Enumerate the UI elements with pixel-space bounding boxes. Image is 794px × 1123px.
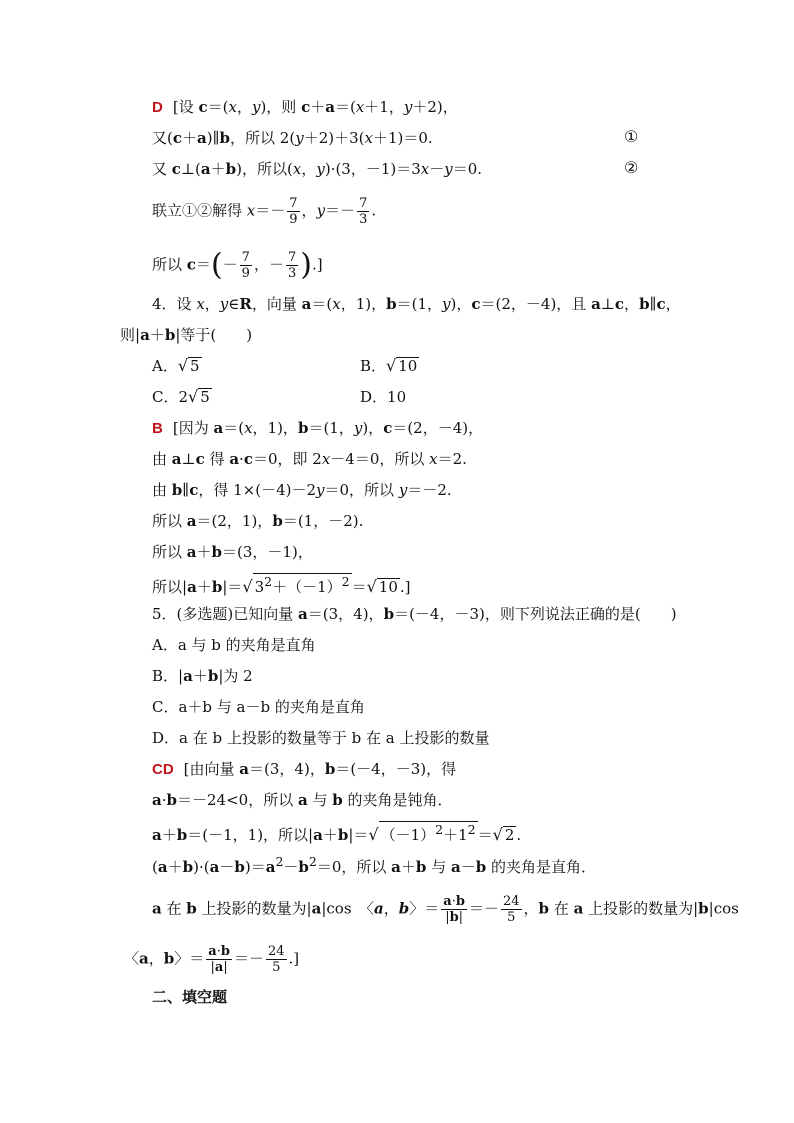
q5-solution-line-5: a 在 b 上投影的数量为|a|cos 〈a，b〉＝ $\frac{a\cdot b}{|b|}$ ＝－ $\frac{24}{5}$ ，b 在 a 上投影的数量为|b|cos: [152, 894, 739, 925]
equation-marker-2: ②: [624, 158, 639, 177]
q5-option-d: D．a 在 b 上投影的数量等于 b 在 a 上投影的数量: [152, 729, 490, 747]
q4-option-c: C．2√ 5: [152, 387, 210, 406]
q3-solution-line-5: 所以 c＝(－ $\frac{7}{9}$ ，－ $\frac{7}{3}$ ).]: [152, 247, 323, 283]
fraction: $\frac{24}{5}$: [267, 944, 285, 975]
q4-option-d: D．10: [360, 388, 407, 406]
fraction: $\frac{7}{3}$: [287, 250, 297, 281]
q5-solution-line-2: a·b＝－24<0，所以 a 与 b 的夹角是钝角．: [152, 791, 453, 809]
q5-option-a: A．a 与 b 的夹角是直角: [152, 636, 316, 654]
q5-solution-line-1: CD [由向量 a＝(3，4)，b＝(－4，－3)，得: [152, 760, 457, 778]
fraction: $\frac{a\cdot b}{|a|}$: [208, 944, 230, 975]
q4-stem-line-2: 则|a＋b|等于( ): [120, 326, 253, 344]
q5-option-b: B．|a＋b|为 2: [152, 667, 253, 685]
q5-option-c: C．a＋b 与 a－b 的夹角是直角: [152, 698, 365, 716]
fraction: $\frac{24}{5}$: [502, 894, 520, 925]
equation-marker-1: ①: [624, 127, 639, 146]
q3-solution-line-3: 又 c⊥(a＋b)，所以(x，y)·(3，－1)＝3x－y＝0.: [152, 160, 483, 178]
q3-answer-letter: D: [152, 99, 163, 116]
q5-answer-letter: CD: [152, 761, 174, 778]
q4-solution-line-5: 所以 a＋b＝(3，－1)，: [152, 543, 313, 561]
q4-answer-letter: B: [152, 420, 163, 437]
fraction: $\frac{7}{9}$: [289, 196, 298, 227]
q4-solution-line-2: 由 a⊥c 得 a·c＝0，即 2x－4＝0，所以 x＝2.: [152, 450, 467, 468]
q3-solution-line-1: D [设 c＝(x，y)，则 c＋a＝(x＋1，y＋2)，: [152, 98, 458, 116]
q4-solution-line-3: 由 b∥c，得 1×(－4)－2y＝0，所以 y＝－2.: [152, 481, 452, 499]
q5-solution-line-3: a＋b＝(－1，1)，所以|a＋b|＝√ $(-1)^2+1^2$ ＝√ 2 .: [152, 822, 522, 844]
fraction: $\frac{7}{3}$: [359, 196, 368, 227]
fraction: $\frac{7}{9}$: [241, 250, 250, 281]
q5-stem: 5．(多选题)已知向量 a＝(3，4)，b＝(－4，－3)，则下列说法正确的是( ): [152, 605, 677, 623]
q5-solution-line-6: 〈a，b〉＝ $\frac{a\cdot b}{|a|}$ ＝－ $\frac{24}{5}$ .]: [124, 944, 300, 975]
q4-option-b: B．√ 10: [360, 356, 418, 375]
q3-solution-line-4: 联立①②解得 x＝－ $\frac{7}{9}$ ，y＝－ $\frac{7}{3}$ .: [152, 196, 377, 227]
q4-stem-line-1: 4．设 x，y∈R，向量 a＝(x，1)，b＝(1，y)，c＝(2，－4)，且 a⊥c，b∥c，: [152, 295, 681, 313]
q4-solution-line-4: 所以 a＝(2，1)，b＝(1，－2).: [152, 512, 364, 530]
q4-option-a: A．√ 5: [152, 356, 200, 375]
fraction: $\frac{a\cdot b}{|b|}$: [443, 894, 465, 925]
q3-solution-line-2: 又(c＋a)∥b，所以 2(y＋2)＋3(x＋1)＝0.: [152, 129, 433, 147]
q4-solution-line-6: 所以|a＋b|＝√ $3^2+(-1)^2$ ＝√ 10 .]: [152, 574, 411, 596]
section-heading-fill-in: 二、填空题: [152, 988, 228, 1006]
q5-solution-line-4: $(a+b)\cdot(a-b)=a^2-b^2=0$，所以 a＋b 与 a－b 的夹角是直角．: [152, 854, 596, 876]
q4-solution-line-1: B [因为 a＝(x，1)，b＝(1，y)，c＝(2，－4)，: [152, 419, 484, 437]
